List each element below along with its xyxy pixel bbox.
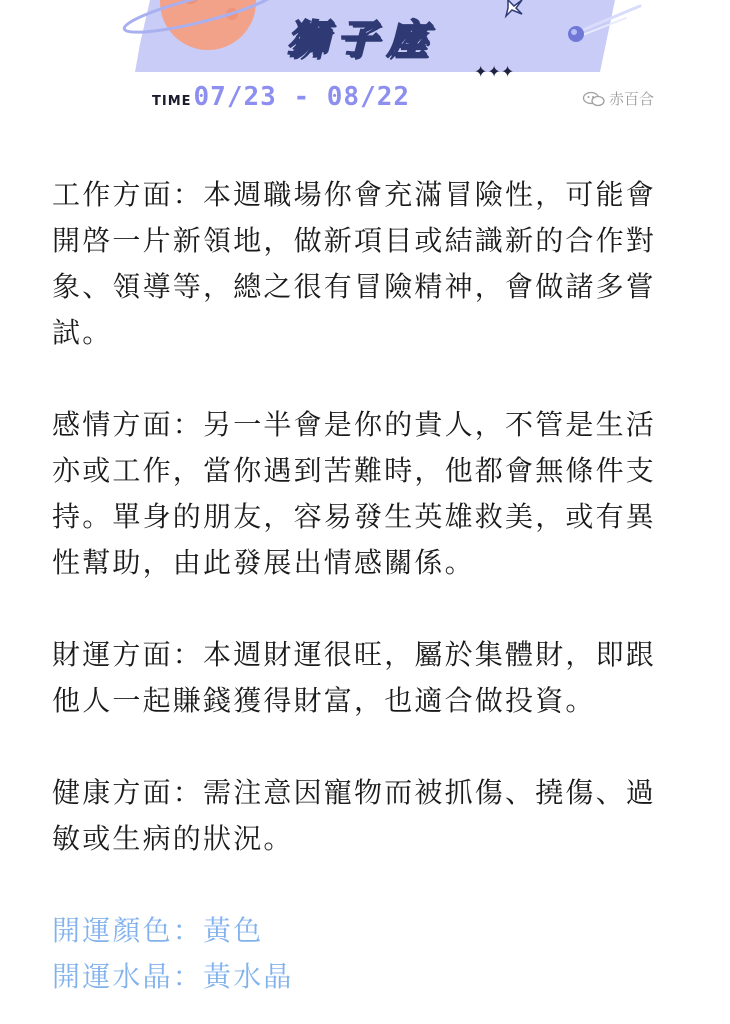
watermark-text: 赤百合 bbox=[609, 90, 655, 108]
header-banner bbox=[0, 0, 730, 120]
health-paragraph: 健康方面：需注意因寵物而被抓傷、撓傷、過敏或生病的狀況。 bbox=[52, 776, 657, 855]
wealth-paragraph: 財運方面：本週財運很旺，屬於集體財，即跟他人一起賺錢獲得財富，也適合做投資。 bbox=[52, 638, 657, 717]
date-row bbox=[152, 82, 410, 112]
article-body bbox=[52, 172, 682, 1000]
lucky-crystal: 開運水晶：黃水晶 bbox=[52, 960, 294, 993]
time-label: TIME bbox=[152, 94, 192, 109]
sign-title: 狮子座 bbox=[287, 17, 437, 63]
love-paragraph: 感情方面：另一半會是你的貴人，不管是生活亦或工作，當你遇到苦難時，他都會無條件支持。單身的朋友，容易發生英雄救美，或有異性幫助，由此發展出情感關係。 bbox=[52, 408, 657, 579]
wechat-icon bbox=[582, 91, 606, 107]
work-paragraph: 工作方面：本週職場你會充滿冒險性，可能會開啓一片新領地，做新項目或結識新的合作對象、領導等，總之很有冒險精神，會做諸多嘗試。 bbox=[52, 178, 657, 349]
watermark bbox=[582, 88, 654, 109]
date-range: 07/23 - 08/22 bbox=[193, 82, 411, 112]
lucky-color: 開運顏色：黃色 bbox=[52, 914, 264, 947]
sparkle-icons: ✦✦✦ bbox=[474, 62, 515, 81]
